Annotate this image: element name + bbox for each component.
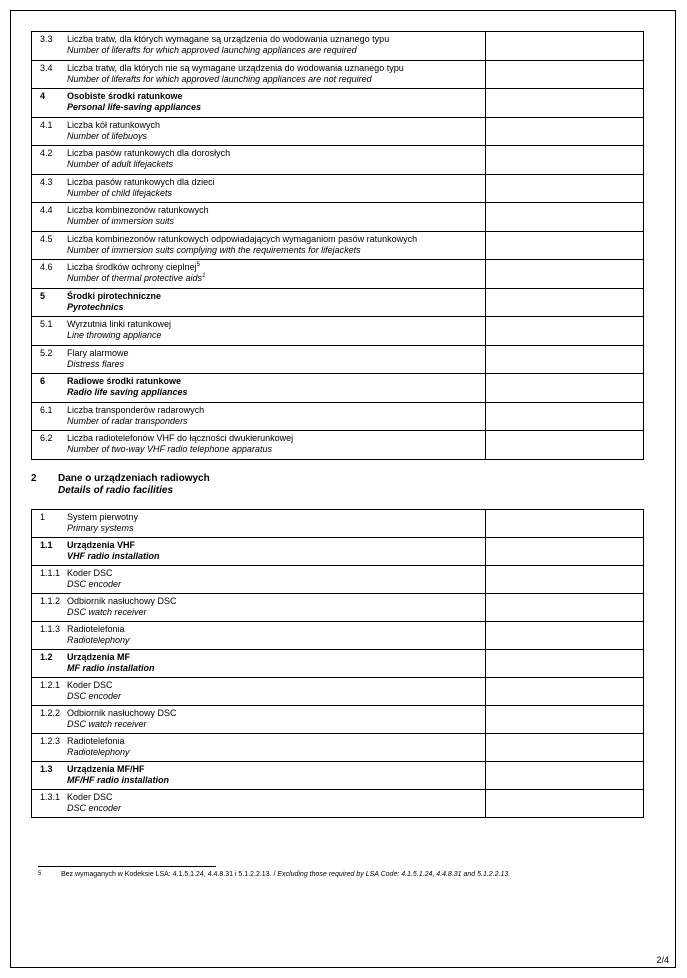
table-row [32,174,644,203]
table-row [32,566,644,594]
value-field[interactable] [486,762,644,790]
value-field[interactable] [486,650,644,678]
section-title-en: Details of radio facilities [58,485,174,496]
item-number: 1.3.1 [40,792,61,802]
item-number: 4.6 [40,262,53,272]
item-label-pl: Środki pirotechniczne [67,290,162,301]
value-field[interactable] [486,231,644,260]
table-row [32,203,644,232]
item-label-cell [32,706,486,734]
item-number: 1.1.1 [40,568,61,578]
table-row [32,790,644,818]
item-label-cell [32,650,486,678]
item-label-cell [32,89,486,118]
value-field[interactable] [486,431,644,460]
table-row [32,374,644,403]
table-row [32,510,644,538]
section-heading [31,473,210,497]
value-field[interactable] [486,594,644,622]
footnote-ref: 1 [202,273,206,279]
item-label-pl: Liczba tratw, dla których nie są wymagane urządzenia do wodowania uznanego typu [67,62,404,73]
item-label-cell [32,594,486,622]
item-label-pl: Liczba kół ratunkowych [67,119,161,130]
value-field[interactable] [486,60,644,89]
value-field[interactable] [486,288,644,317]
radio-facilities-table [31,509,644,818]
item-label-en: Number of radar transponders [67,415,188,426]
item-label-cell [32,203,486,232]
value-field[interactable] [486,790,644,818]
item-number: 4.3 [40,176,53,187]
item-number: 4.1 [40,119,53,130]
item-number: 1.2 [40,652,53,662]
item-label-en: VHF radio installation [67,551,160,561]
item-number: 5.2 [40,347,53,358]
item-label-en: MF radio installation [67,663,155,673]
table-row [32,678,644,706]
table-row [32,60,644,89]
item-label-pl: Liczba radiotelefonów VHF do łączności dwukierunkowej [67,433,294,443]
section-title-pl: Dane o urządzeniach radiowych [58,473,210,484]
value-field[interactable] [486,345,644,374]
table-row [32,594,644,622]
item-label-en: Number of immersion suits complying with the requirements for lifejackets [67,244,361,255]
item-number: 4.4 [40,205,53,215]
footnote [38,871,638,878]
item-number: 1.1.2 [40,596,61,606]
item-label-en: DSC watch receiver [67,607,147,617]
item-label-pl: Wyrzutnia linki ratunkowej [67,319,171,329]
item-label-pl: System pierwotny [67,512,139,522]
footnote-ref: 5 [196,262,200,268]
item-label-cell [32,538,486,566]
item-number: 1.1.3 [40,624,61,634]
value-field[interactable] [486,566,644,594]
table-row [32,288,644,317]
item-label-pl: Urządzenia MF [67,652,131,662]
item-label-pl: Odbiornik nasłuchowy DSC [67,708,177,718]
value-field[interactable] [486,678,644,706]
footnote-text-pl: Bez wymaganych w Kodeksie LSA: 4.1.5.1.24, 4.4.8.31 i 5.1.2.2.13. / [61,871,278,878]
item-label-pl: Liczba transponderów radarowych [67,404,205,415]
value-field[interactable] [486,538,644,566]
footnote-text-en: Excluding those required by LSA Code: 4.1.5.1.24, 4.4.8.31 and 5.1.2.2.13. [277,871,511,878]
value-field[interactable] [486,174,644,203]
item-label-cell [32,374,486,403]
value-field[interactable] [486,402,644,431]
item-label-cell [32,288,486,317]
item-label-pl: Liczba kombinezonów ratunkowych odpowiadających wymaganiom pasów ratunkowych [67,233,418,244]
value-field[interactable] [486,374,644,403]
value-field[interactable] [486,260,644,289]
table-row [32,431,644,460]
table-row [32,622,644,650]
item-number: 3.4 [40,62,53,73]
table-row [32,762,644,790]
item-label-en: Personal life-saving appliances [67,102,202,112]
item-label-pl: Koder DSC [67,568,113,578]
item-label-en: Number of thermal protective aids$^1$ [67,273,206,283]
item-label-cell [32,431,486,460]
item-number: 1.3 [40,764,53,774]
section-number: 2 [31,473,37,484]
item-number: 6.1 [40,404,53,415]
table-row [32,146,644,175]
item-number: 4.5 [40,233,53,244]
item-label-pl: Odbiornik nasłuchowy DSC [67,596,177,606]
footnote-number: 5 [38,871,42,877]
item-number: 5.1 [40,319,53,329]
table-row [32,706,644,734]
item-label-cell [32,260,486,289]
item-number: 4 [40,91,46,101]
table-row [32,32,644,61]
item-label-pl: Koder DSC [67,792,113,802]
item-label-cell [32,231,486,260]
value-field[interactable] [486,203,644,232]
item-label-cell [32,678,486,706]
item-label-cell [32,622,486,650]
value-field[interactable] [486,734,644,762]
table-row [32,117,644,146]
table-row [32,89,644,118]
item-label-cell [32,510,486,538]
item-label-pl: Osobiste środki ratunkowe [67,91,183,101]
item-label-cell [32,345,486,374]
item-label-pl: Liczba tratw, dla których wymagane są urządzenia do wodowania uznanego typu [67,34,390,44]
item-label-pl: Liczba kombinezonów ratunkowych [67,205,209,215]
item-label-en: Number of adult lifejackets [67,159,174,169]
table-row [32,402,644,431]
lifesaving-appliances-table [31,31,644,460]
value-field[interactable] [486,89,644,118]
item-label-en: DSC encoder [67,579,122,589]
item-label-cell [32,734,486,762]
value-field[interactable] [486,146,644,175]
item-label-cell [32,566,486,594]
item-label-en: Radiotelephony [67,747,130,757]
item-number: 1.2.1 [40,680,61,690]
item-number: 1.1 [40,540,53,550]
item-label-cell [32,762,486,790]
page-number: 2/4 [656,955,669,965]
item-label-pl: Radiotelefonia [67,624,125,634]
item-label-pl: Liczba pasów ratunkowych dla dorosłych [67,148,231,158]
value-field[interactable] [486,706,644,734]
value-field[interactable] [486,622,644,650]
value-field[interactable] [486,317,644,346]
item-label-en: Primary systems [67,523,134,533]
value-field[interactable] [486,32,644,61]
value-field[interactable] [486,510,644,538]
item-number: 6.2 [40,433,53,443]
item-label-pl: Radiotelefonia [67,736,125,746]
item-label-pl: Liczba pasów ratunkowych dla dzieci [67,176,215,187]
item-label-en: MF/HF radio installation [67,775,170,785]
item-label-pl: Urządzenia MF/HF [67,764,145,774]
item-label-cell [32,317,486,346]
item-label-en: Number of liferafts for which approved launching appliances are required [67,45,357,55]
item-label-en: Number of two-way VHF radio telephone apparatus [67,444,272,454]
item-number: 1.2.3 [40,736,61,746]
item-label-en: Radiotelephony [67,635,130,645]
item-label-en: DSC watch receiver [67,719,147,729]
table-row [32,231,644,260]
item-label-cell [32,117,486,146]
item-label-pl: Koder DSC [67,680,113,690]
footnote-separator [38,866,216,867]
table-row [32,317,644,346]
item-label-pl: Flary alarmowe [67,347,129,358]
item-label-en: Number of child lifejackets [67,187,173,198]
item-number: 5 [40,290,46,301]
item-label-en: Radio life saving appliances [67,387,188,397]
item-label-cell [32,60,486,89]
item-label-en: Line throwing appliance [67,330,162,340]
item-label-cell [32,174,486,203]
value-field[interactable] [486,117,644,146]
item-label-en: DSC encoder [67,803,122,813]
item-label-en: Distress flares [67,358,125,369]
table-row [32,650,644,678]
item-label-pl: Radiowe środki ratunkowe [67,376,182,386]
item-label-cell [32,146,486,175]
item-number: 3.3 [40,34,53,44]
table-row [32,538,644,566]
item-number: 4.2 [40,148,53,158]
table-row [32,260,644,289]
item-label-en: DSC encoder [67,691,122,701]
item-label-pl: Urządzenia VHF [67,540,136,550]
item-label-en: Number of liferafts for which approved launching appliances are not required [67,73,372,84]
item-number: 6 [40,376,46,386]
item-label-en: Number of immersion suits [67,216,175,226]
table-row [32,345,644,374]
item-label-pl: Liczba środków ochrony cieplnej$^5$ [67,262,200,272]
item-label-en: Number of lifebuoys [67,130,148,141]
item-label-cell [32,32,486,61]
item-number: 1.2.2 [40,708,61,718]
item-label-en: Pyrotechnics [67,301,124,312]
item-label-cell [32,402,486,431]
item-number: 1 [40,512,46,522]
item-label-cell [32,790,486,818]
table-row [32,734,644,762]
